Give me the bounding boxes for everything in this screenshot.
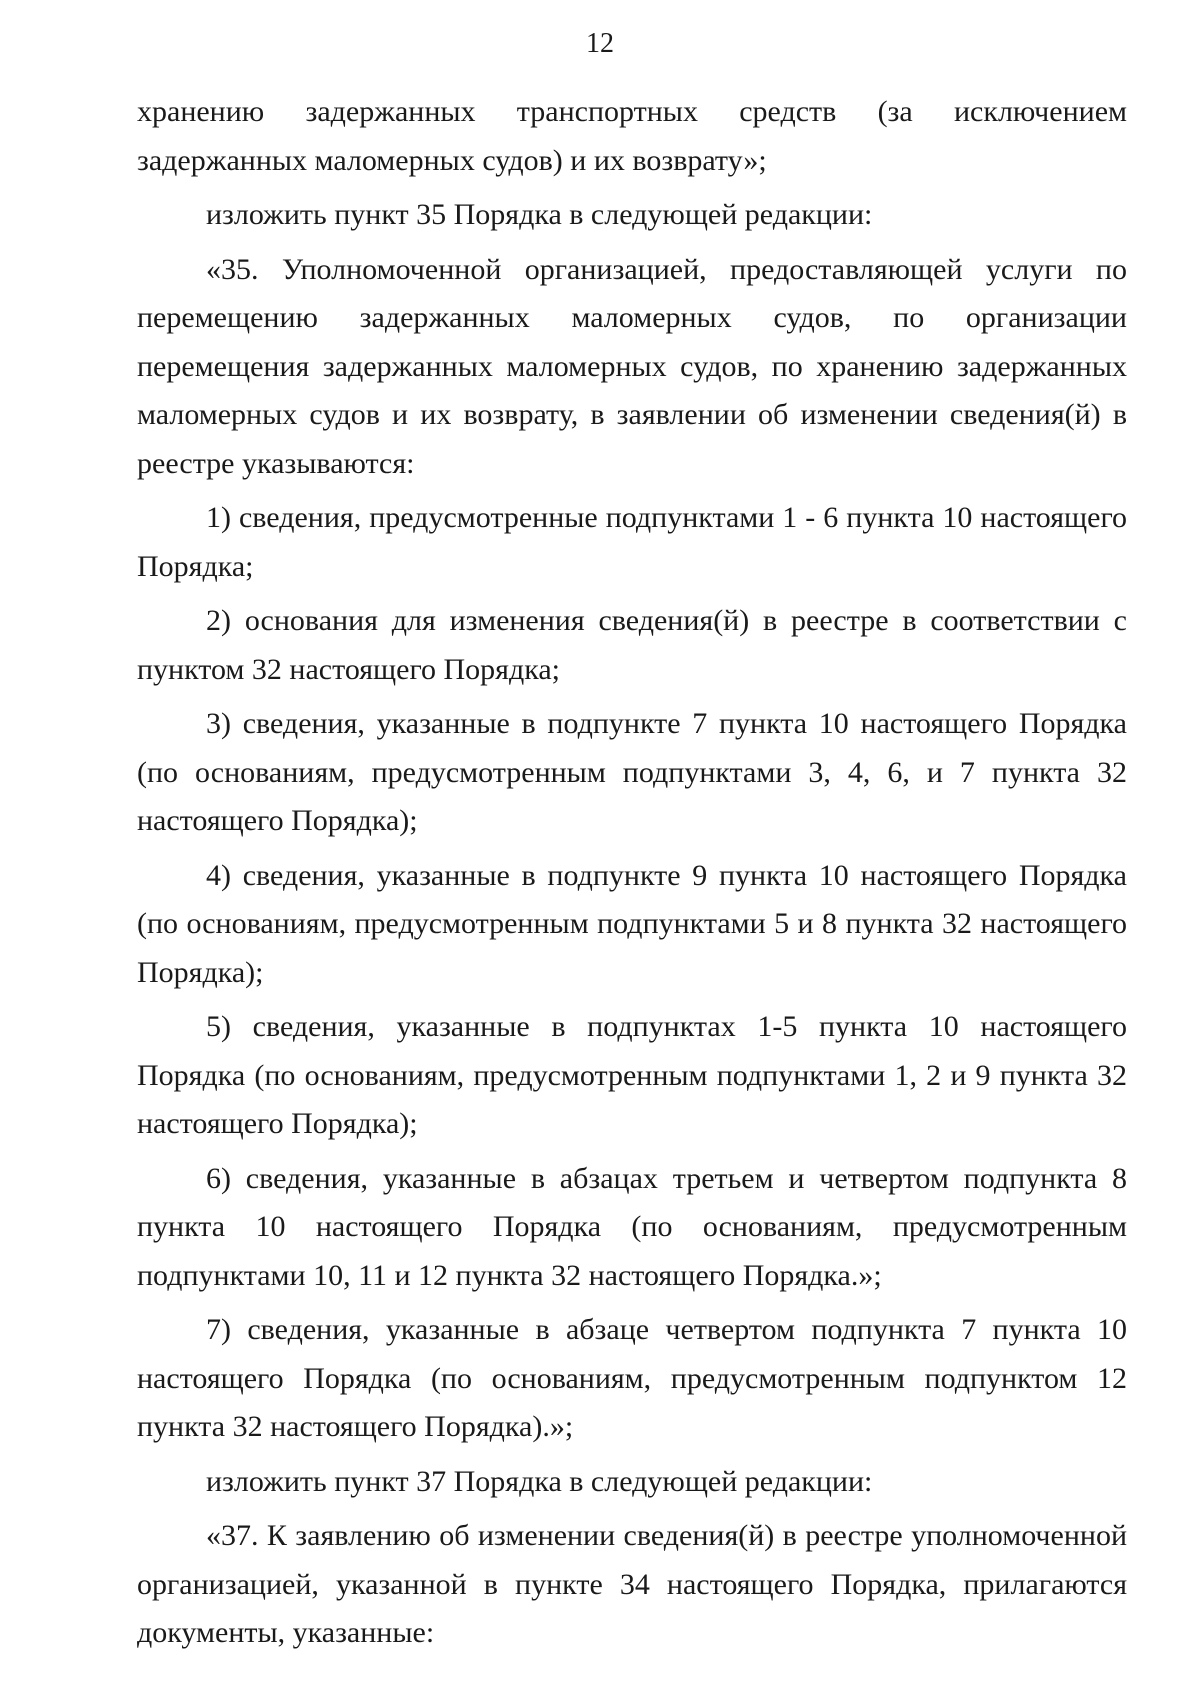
page-number: 12 [586,28,614,59]
paragraph: изложить пункт 35 Порядка в следующей редакции: [206,198,873,231]
paragraph: «37. К заявлению об изменении сведения(й) в реестре уполномоченной организацией, указанной в пункте 34 настоящего Порядка, прилагаются документы, указанные: [137,1519,1127,1649]
list-item: 4) сведения, указанные в подпункте 9 пункта 10 настоящего Порядка (по основаниям, предусмотренным подпунктами 5 и 8 пункта 32 настоящего Порядка); [137,858,1127,989]
list-item: 2) основания для изменения сведения(й) в реестре в соответствии с пунктом 32 настоящего Порядка; [137,604,1127,686]
list-item: 6) сведения, указанные в абзацах третьем и четвертом подпункта 8 пункта 10 настоящего Порядка (по основаниям, предусмотренным подпунктами 10, 11 и 12 пункта 32 настоящего Порядка.»; [137,1161,1127,1292]
document-body [137,88,1127,1664]
list-item: 3) сведения, указанные в подпункте 7 пункта 10 настоящего Порядка (по основаниям, предусмотренным подпунктами 3, 4, 6, и 7 пункта 32 настоящего Порядка); [137,707,1127,837]
list-item: 5) сведения, указанные в подпунктах 1-5 пункта 10 настоящего Порядка (по основаниям, предусмотренным подпунктами 1, 2 и 9 пункта 32 настоящего Порядка); [137,1010,1127,1140]
list-item: 1) сведения, предусмотренные подпунктами 1 - 6 пункта 10 настоящего Порядка; [137,501,1127,583]
paragraph: изложить пункт 37 Порядка в следующей редакции: [206,1464,873,1498]
paragraph: хранению задержанных транспортных средств (за исключением задержанных маломерных судов) и их возврату»; [137,95,1127,177]
list-item: 7) сведения, указанные в абзаце четвертом подпункта 7 пункта 10 настоящего Порядка (по основаниям, предусмотренным подпунктом 12 пункта 32 настоящего Порядка).»; [137,1313,1127,1443]
paragraph: «35. Уполномоченной организацией, предоставляющей услуги по перемещению задержанных маломерных судов, по организации перемещения задержанных маломерных судов, по хранению задержанных маломерных судов и их возврату, в заявлении об изменении сведения(й) в реестре указываются: [137,252,1127,480]
